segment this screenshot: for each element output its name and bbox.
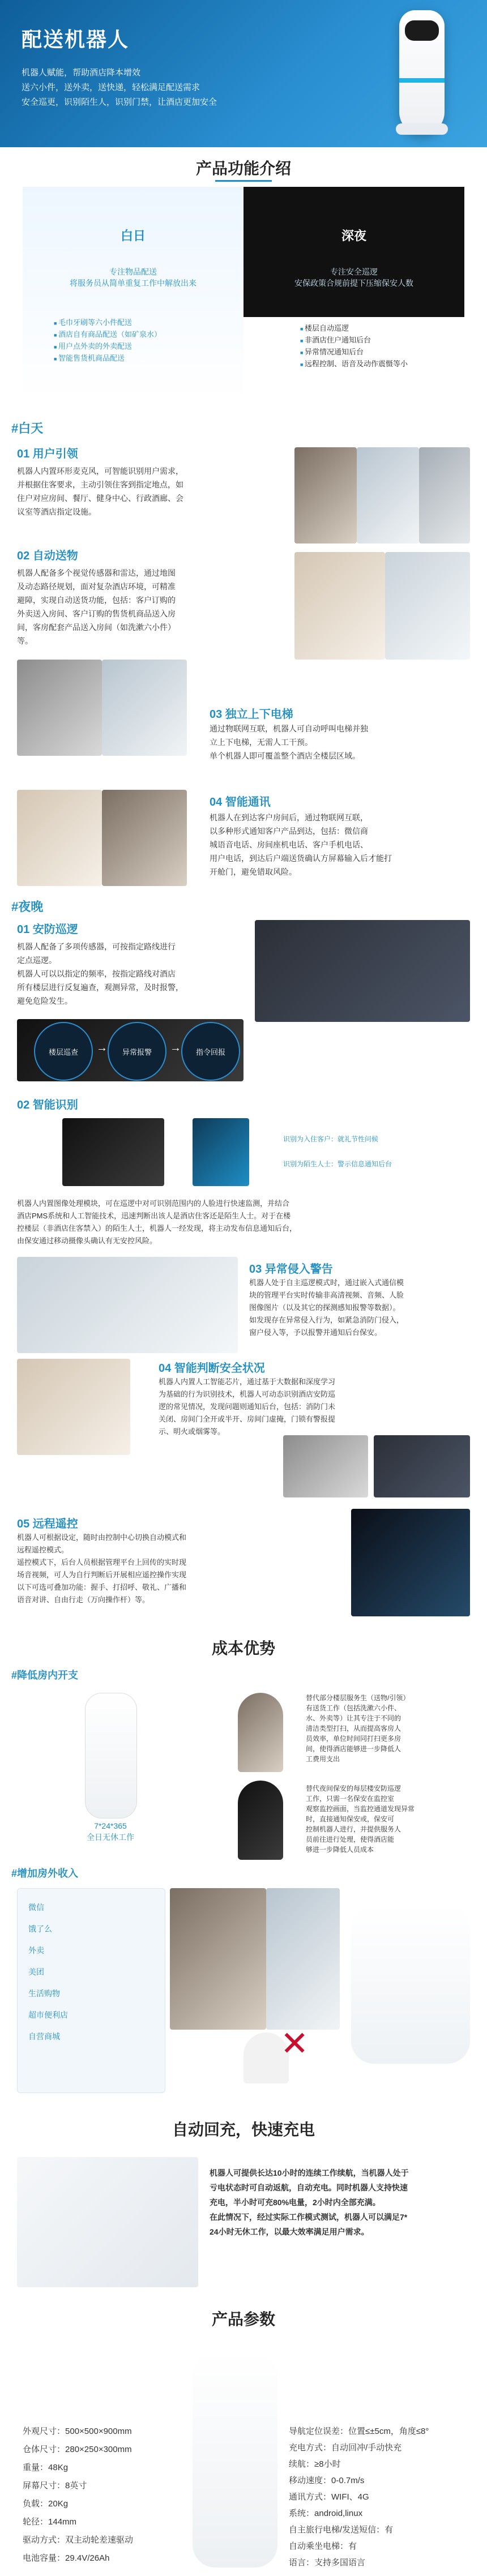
caption-line: 全日无休工作 (87, 1833, 134, 1842)
line: 如发现存在异常侵入行为，如紧急消防门侵入， (249, 1316, 404, 1324)
spec-value: 280×250×300mm (65, 2445, 132, 2454)
spec-key: 语言： (289, 2558, 315, 2568)
night-bullet: ■ 楼层自动巡逻 (300, 323, 408, 335)
section-title-cost: 成本优势 (211, 1640, 275, 1657)
photo-robot-guide (419, 447, 470, 544)
night-bullet: ■ 非酒店住户通知后台 (300, 335, 408, 346)
spec-row (289, 2426, 429, 2437)
spec-key: 轮径： (23, 2517, 49, 2527)
spec-row (23, 2535, 133, 2546)
line: 及动态路径规划，面对复杂酒店环境，可精准 (17, 582, 176, 591)
section-heading: 03 异常侵入警告 (249, 1263, 333, 1276)
paragraph (249, 1277, 476, 1339)
photo-hotel-door (294, 552, 385, 660)
spec-key: 自主旅行电梯/发送短信： (289, 2525, 385, 2535)
night-sub-line: 安保政策合规前提下压缩保安人数 (294, 279, 413, 288)
spec-value: 有 (348, 2541, 357, 2551)
section-heading: 04 智能通讯 (210, 796, 271, 808)
line: 定点巡逻。 (17, 956, 57, 965)
night-sub-line: 专注安全巡逻 (330, 267, 378, 276)
spec-value: 0-0.7m/s (331, 2476, 365, 2485)
spec-key: 自动乘坐电梯： (289, 2541, 349, 2551)
line: 有送货工作（包括洗漱六小件、 (306, 1704, 401, 1712)
channel-shopping: 生活购物 (28, 1989, 60, 1998)
step-report: 指令回报 (181, 1022, 240, 1081)
spec-value: 8英寸 (65, 2481, 87, 2491)
line: 机器人处于自主巡逻模式时，通过嵌入式通信模 (249, 1278, 404, 1287)
line: 示、明火或烟雾等。 (159, 1427, 225, 1436)
line: 用户电话，到达后户端送货确认方屏幕输入后才能打 (210, 854, 392, 863)
line: 城语音电话、房间座机电话、客户手机电话、 (210, 840, 368, 849)
tag-cost-reduction: #降低房内开支 (11, 1670, 79, 1681)
spec-row (23, 2480, 87, 2492)
caption-line: 7*24*365 (94, 1821, 127, 1830)
line: 住户对应房间、餐厅、健身中心、行政酒廊、会 (17, 494, 183, 503)
spec-row (23, 2498, 68, 2510)
photo-elevator-robot (102, 660, 187, 756)
spec-key: 驱动方式： (23, 2535, 66, 2545)
section-heading: 02 智能识别 (17, 1099, 78, 1111)
spec-key: 导航定位误差： (289, 2427, 349, 2436)
hero-banner (0, 0, 487, 147)
tag-night: #夜晚 (11, 900, 44, 914)
spec-row (23, 2426, 132, 2437)
line: 充电，半小时可充80%电量，2小时内全部充满。 (210, 2198, 381, 2207)
line: 机器人内置图像处理模块，可在巡逻中对可识别范围内的人脸进行快速监测，并结合 (17, 1199, 290, 1208)
line: 所有楼层进行反复遍查，观测异常，及时报警， (17, 983, 183, 992)
photo-camera-module (374, 1435, 470, 1497)
spec-value: WIFI、4G (331, 2492, 369, 2502)
line: 远程遥控模式。 (17, 1546, 69, 1554)
spec-row (289, 2557, 365, 2569)
photo-lobby (357, 447, 419, 544)
robot-caption (68, 1820, 153, 1843)
spec-key: 重量： (23, 2463, 49, 2472)
line: 窗户侵入等，予以报警并通知后台保安。 (249, 1328, 382, 1337)
line: 在此情况下，经过实际工作模式测试，机器人可以满足7* (210, 2213, 408, 2222)
line: 控楼层（非酒店住客禁入）的陌生人士，机器人一经发现，将主动发布信息通知后台， (17, 1224, 297, 1233)
spec-row (289, 2475, 364, 2487)
line: 工作，只需一名保安在监控室 (306, 1795, 395, 1803)
cost-note-2 (306, 1783, 464, 1855)
section-title-charge: 自动回充，快速充电 (172, 2121, 315, 2138)
night-bullets-panel (244, 317, 464, 402)
line: 以下可选可叠加功能：握手、打招呼、敬礼、广播和 (17, 1583, 187, 1591)
photo-vending (170, 1888, 266, 2030)
section-title-intro: 产品功能介绍 (195, 160, 291, 177)
day-sub-line: 专注物品配送 (109, 267, 157, 276)
line: 避免危险发生。 (17, 996, 72, 1005)
channel-own-mall: 自营商城 (28, 2032, 60, 2041)
spec-value: 29.4V/26Ah (65, 2553, 110, 2563)
spec-key: 外观尺寸： (23, 2427, 66, 2436)
spec-value: 20Kg (48, 2499, 69, 2509)
section-heading: 02 自动送物 (17, 550, 78, 562)
hero-line: 机器人赋能，帮助酒店降本增效 (22, 68, 141, 78)
photo-door-delivery (17, 790, 102, 886)
channel-convenience: 超市便利店 (28, 2010, 68, 2019)
line: 机器人配备多个视觉传感器和雷达，通过地图 (17, 568, 176, 577)
note: 识别为陌生人士：警示信息通知后台 (283, 1160, 392, 1168)
robot-image (379, 10, 464, 140)
photo-guest-pickup (102, 790, 187, 886)
line: 外卖送入房间、客户订购的售货机商品送入房 (17, 609, 176, 618)
line: 机器人可以以指定的频率，按指定路线对酒店 (17, 969, 176, 978)
section-heading: 04 智能判断安全状况 (159, 1362, 265, 1375)
line: 员前往进行处理，使得酒店能 (306, 1835, 395, 1843)
line: 单个机器人即可覆盖整个酒店全楼层区域。 (210, 751, 360, 760)
face-recognition-graphic (193, 1118, 249, 1186)
photo-delivery (266, 1888, 340, 2030)
section-heading: 03 独立上下电梯 (210, 708, 293, 721)
line: 24小时无休工作，以最大效率满足用户需求。 (210, 2227, 369, 2236)
spec-row (23, 2553, 109, 2564)
spec-row (23, 2517, 76, 2528)
step-floor-patrol: 楼层巡查 (34, 1022, 93, 1081)
channel-eleme: 饿了么 (28, 1924, 52, 1933)
cost-note-1 (306, 1693, 464, 1764)
line: 由保安通过移动摄像头确认有无安控风险。 (17, 1236, 157, 1245)
photo-chip-board (283, 1435, 368, 1497)
paragraph (17, 1197, 470, 1247)
photo-remote-control (351, 1509, 470, 1616)
day-bullet: ■ 智能售货机商品配送 (54, 353, 161, 365)
line: 为基础的行为识别技术，机器人可动态识别酒店安防巡 (159, 1390, 336, 1398)
day-bullets (54, 317, 161, 365)
spec-key: 系统： (289, 2509, 315, 2518)
night-bullet: ■ 远程控制、语音及动作震慑等小 (300, 358, 408, 370)
night-sub (244, 266, 464, 289)
paragraph (17, 464, 244, 519)
line: 清洁类型打扫，从而提高客房人 (306, 1725, 401, 1732)
line: 避障，实现自动送货功能，包括：客户订购的 (17, 596, 176, 605)
day-bullet: ■ 毛巾牙刷等六小件配送 (54, 317, 161, 329)
line: 以多种形式通知客户产品到达，包括：微信商 (210, 827, 368, 836)
spec-value: android,linux (314, 2509, 363, 2518)
spec-key: 屏幕尺寸： (23, 2481, 66, 2491)
photo-door-lock (17, 1359, 130, 1455)
day-heading: 白日 (120, 229, 146, 243)
paragraph (17, 940, 244, 1008)
robot-image (351, 1905, 470, 2064)
spec-key: 电池容量： (23, 2553, 66, 2563)
spec-key: 移动速度： (289, 2476, 332, 2485)
spec-value: 位置≤±5cm，角度≤8° (348, 2427, 429, 2436)
spec-key: 通讯方式： (289, 2492, 332, 2502)
line: 间，客房配套产品送入房间（如洗漱六小件） (17, 623, 176, 632)
tag-day: #白天 (11, 421, 44, 435)
hero-line: 安全巡更，识别陌生人，识别门禁，让酒店更加安全 (22, 97, 217, 107)
photo-silhouette (62, 1118, 164, 1186)
line: 开舱门，避免错取风险。 (210, 867, 297, 876)
section-heading: 01 安防巡逻 (17, 923, 78, 936)
spec-row (289, 2508, 362, 2519)
recognition-notes (283, 1132, 464, 1171)
spec-value: 自动回冲/手动快充 (331, 2443, 402, 2453)
section-heading: 01 用户引领 (17, 448, 78, 460)
paragraph (159, 1376, 476, 1438)
arrow-icon: → (170, 1042, 181, 1054)
hero-title: 配送机器人 (22, 28, 130, 51)
spec-value: 有 (385, 2525, 394, 2535)
night-bullet: ■ 异常情况通知后台 (300, 346, 408, 358)
line: 机器人在到达客户房间后，通过物联网互联， (210, 813, 368, 822)
spec-value: 48Kg (48, 2463, 69, 2472)
tag-revenue: #增加房外收入 (11, 1868, 79, 1879)
line: 机器人配备了多项传感器，可按指定路线进行 (17, 942, 176, 951)
line: 块的管理平台实时传输非高清视频、音频、人脸 (249, 1291, 404, 1299)
line: 议室等酒店指定设施。 (17, 507, 96, 516)
spec-value: 双主动轮差速驱动 (65, 2535, 134, 2545)
line: 机器人可根据设定，随时由控制中心切换自动模式和 (17, 1533, 187, 1542)
spec-value: 支持多国语言 (314, 2558, 366, 2568)
day-sub-line: 将服务员从简单重复工作中解放出来 (70, 279, 196, 288)
spec-key: 负载： (23, 2499, 49, 2509)
spec-row (289, 2492, 369, 2503)
channel-meituan: 美团 (28, 1967, 44, 1976)
line: 时，直接通知保安或，保安可 (306, 1815, 395, 1823)
line: 员效率，单位时间同打扫更多房 (306, 1735, 401, 1743)
line: 机器人内置环形麦克风，可智能识别用户需求， (17, 467, 183, 476)
night-panel (244, 187, 464, 317)
section-heading: 05 远程遥控 (17, 1518, 78, 1530)
line: 酒店PMS系统和人工智能技术，迅速判断出该人是酒店住客还是陌生人士。对于在楼 (17, 1212, 291, 1220)
spec-row (23, 2462, 68, 2474)
robot-image (193, 2352, 277, 2568)
line: 够进一步降低人员成本 (306, 1846, 374, 1854)
photo-housekeeper (238, 1693, 283, 1772)
line: 图像图片（以及其它的探测感知报警等数据）。 (249, 1303, 400, 1312)
hero-line: 送六小件，送外卖，送快递，轻松满足配送需求 (22, 83, 200, 92)
line: 遥控模式下，后台人员根据管理平台上回传的实时现 (17, 1558, 187, 1567)
line: 关闭、房间门全开或半开、房间门虚掩，门锁有警报提 (159, 1415, 336, 1423)
photo-patrol-hall (255, 920, 470, 1022)
line: 间，使得酒店能够进一步降低人 (306, 1745, 401, 1753)
line: 语音对讲、自由行走（万向操作杆）等。 (17, 1595, 150, 1604)
paragraph (17, 1531, 334, 1606)
charge-text (210, 2166, 476, 2239)
line: 亏电状态时可自动返航，自动充电。同时机器人支持快速 (210, 2183, 408, 2192)
spec-row (289, 2541, 357, 2552)
arrow-icon: → (96, 1042, 108, 1054)
channel-wechat: 微信 (28, 1903, 44, 1912)
spec-value: 500×500×900mm (65, 2427, 132, 2436)
spec-key: 充电方式： (289, 2443, 332, 2453)
night-bullets (300, 323, 408, 370)
spec-row (289, 2524, 393, 2536)
paragraph (210, 811, 476, 879)
photo-charging-robots (17, 2157, 198, 2287)
photo-hallway (385, 552, 470, 660)
line: 机器人内置人工智能芯片，通过基于大数据和深度学习 (159, 1377, 336, 1386)
line: 控制机器人进行，并提供服务人 (306, 1825, 401, 1833)
hero-lines (22, 66, 217, 110)
note: 识别为入住客户：就礼节性问候 (283, 1135, 379, 1143)
intro-panels (23, 187, 464, 402)
line: 立上下电梯，无需人工干预。 (210, 738, 313, 747)
paragraph (17, 566, 260, 648)
spec-key: 续航： (289, 2459, 315, 2469)
spec-key: 仓体尺寸： (23, 2445, 66, 2454)
photo-security-guard (238, 1781, 283, 1860)
spec-row (289, 2442, 401, 2454)
step-anomaly-alarm: 异常报警 (108, 1022, 166, 1081)
line: 机器人可提供长达10小时的连续工作续航，当机器人处于 (210, 2168, 409, 2177)
day-sub (23, 266, 244, 289)
channel-list (28, 1897, 153, 2047)
day-bullet: ■ 用户点外卖的外卖配送 (54, 341, 161, 353)
spec-value: ≥8小时 (314, 2459, 341, 2469)
channel-takeout: 外卖 (28, 1946, 44, 1955)
photo-door-intrusion (17, 1257, 238, 1353)
line: 逻的常见情况，发现问题则通知后台，包括：消防门未 (159, 1402, 336, 1411)
cross-icon: ✕ (280, 2025, 309, 2062)
line: 替代夜间保安的每层楼安防巡逻 (306, 1785, 401, 1792)
spec-row (23, 2444, 132, 2455)
line: 替代部分楼层服务生（送物/引领） (306, 1694, 410, 1702)
day-panel (23, 187, 244, 402)
line: 等。 (17, 636, 33, 645)
robot-image (85, 1693, 137, 1818)
photo-elevator (17, 660, 102, 756)
night-heading: 深夜 (341, 229, 366, 243)
spec-row (289, 2459, 341, 2470)
line: 水、外卖等）让其专注于不同的 (306, 1714, 401, 1722)
line: 观察监控画面，当监控通道发现异常 (306, 1805, 415, 1813)
day-bullet: ■ 酒店自有商品配送（如矿泉水） (54, 329, 161, 341)
photo-corridor (294, 447, 357, 544)
paragraph (210, 722, 470, 763)
divider (215, 180, 272, 182)
line: 并根据住客要求，主动引领住客到指定地点，如 (17, 480, 183, 489)
line: 场音视频，可人为自行判断后开展相应遥控操作实现 (17, 1571, 187, 1579)
line: 工费用支出 (306, 1755, 340, 1763)
spec-value: 144mm (48, 2517, 77, 2527)
section-title-specs: 产品参数 (211, 2310, 275, 2328)
line: 通过物联网互联，机器人可自动呼叫电梯并独 (210, 724, 368, 733)
